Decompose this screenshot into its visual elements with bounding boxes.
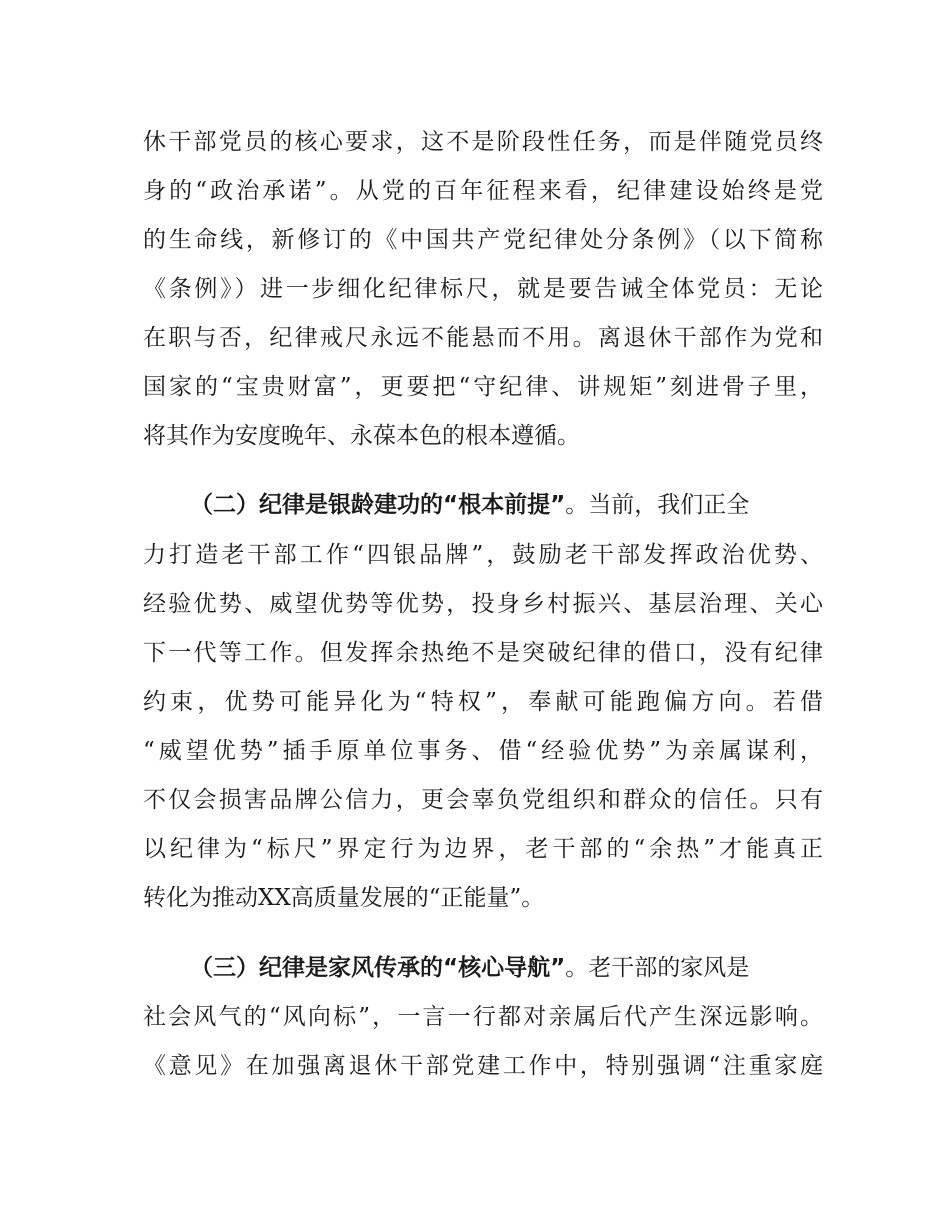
section-heading-line: [190, 485, 823, 525]
paragraph-line: 在职与否，纪律戒尺永远不能悬而不用。离退休干部作为党和: [143, 325, 823, 351]
paragraph-line: 社会风气的“风向标”，一言一行都对亲属后代产生深远影响。: [143, 1004, 823, 1030]
paragraph-line: 国家的“宝贵财富”，更要把“守纪律、讲规矩”刻进骨子里，: [143, 374, 823, 400]
paragraph-line: 经验优势、威望优势等优势，投身乡村振兴、基层治理、关心: [143, 591, 823, 617]
section-heading-rest: 。老干部的家风是: [565, 955, 750, 981]
paragraph-line: 休干部党员的核心要求，这不是阶段性任务，而是伴随党员终: [143, 129, 823, 155]
paragraph-line: 《意见》在加强离退休干部党建工作中，特别强调“注重家庭: [143, 1053, 823, 1079]
paragraph-line: 力打造老干部工作“四银品牌”，鼓励老干部发挥政治优势、: [143, 542, 823, 568]
section-heading: （二）纪律是银龄建功的“根本前提”: [190, 492, 566, 518]
section-heading-line: [190, 948, 823, 988]
paragraph-line: 将其作为安度晚年、永葆本色的根本遵循。: [143, 423, 580, 449]
paragraph-line: 《条例》）进一步细化纪律标尺，就是要告诫全体党员：无论: [143, 276, 823, 302]
paragraph-line: 身的“政治承诺”。从党的百年征程来看，纪律建设始终是党: [143, 178, 823, 204]
paragraph-line: 转化为推动XX高质量发展的“正能量”。: [143, 885, 545, 911]
section-heading-rest: 。当前，我们正全: [565, 492, 750, 518]
paragraph-line: “威望优势”插手原单位事务、借“经验优势”为亲属谋利，: [143, 738, 823, 764]
paragraph-line: 以纪律为“标尺”界定行为边界，老干部的“余热”才能真正: [143, 836, 823, 862]
paragraph-line: 下一代等工作。但发挥余热绝不是突破纪律的借口，没有纪律: [143, 640, 823, 666]
section-heading: （三）纪律是家风传承的“核心导航”: [190, 955, 566, 981]
paragraph-line: 不仅会损害品牌公信力，更会辜负党组织和群众的信任。只有: [143, 787, 823, 813]
paragraph-line: 的生命线，新修订的《中国共产党纪律处分条例》（以下简称: [143, 227, 823, 253]
paragraph-line: 约束，优势可能异化为“特权”，奉献可能跑偏方向。若借: [143, 689, 823, 715]
